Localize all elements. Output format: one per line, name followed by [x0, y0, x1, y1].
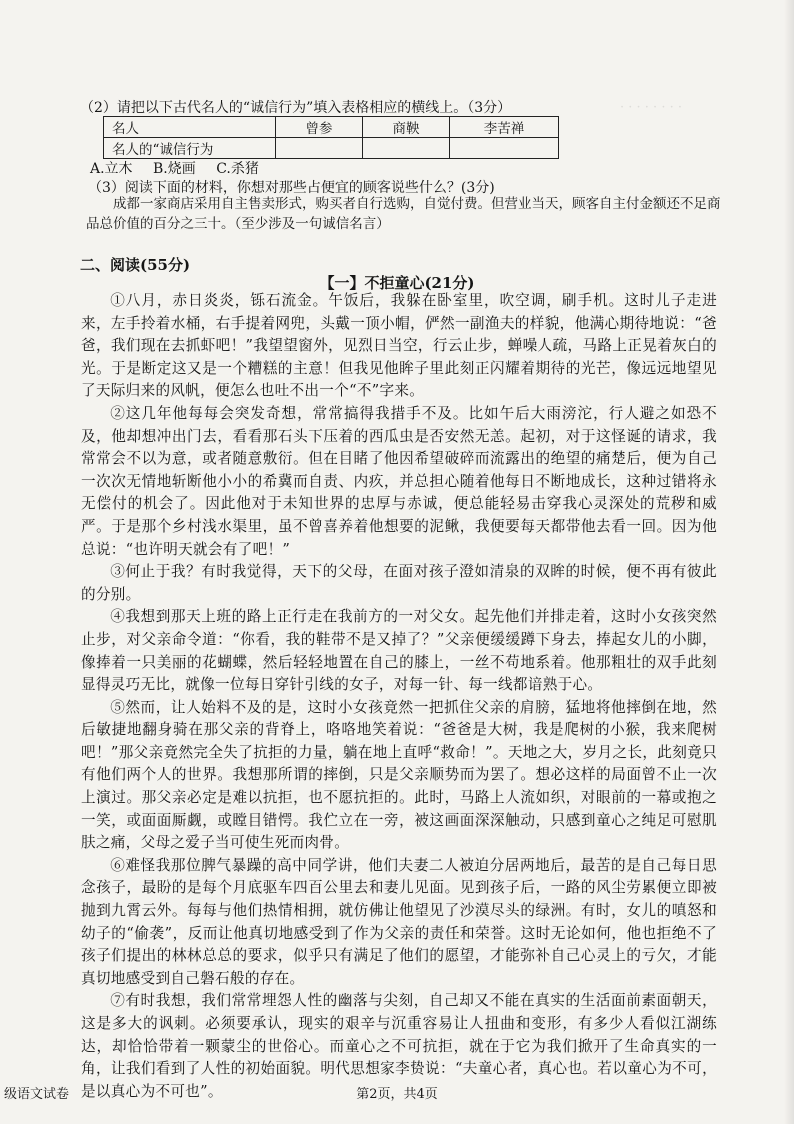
option-b: B.烧画: [153, 161, 196, 177]
footer-exam-name: 级语文试卷: [4, 1087, 70, 1102]
paragraph-3: ③何止于我？有时我觉得，天下的父母，在面对孩子澄如清泉的双眸的时候，便不再有彼此的分别。: [81, 563, 717, 603]
table-cell: 商鞅: [363, 117, 450, 138]
option-c: C.杀猪: [216, 161, 259, 177]
scan-shadow: [784, 0, 794, 1124]
answer-blank[interactable]: [450, 138, 559, 159]
bleed-through-text: · · · · · · · ·: [620, 100, 682, 115]
answer-blank[interactable]: [276, 138, 363, 159]
paragraph-6: ⑥难怪我那位脾气暴躁的高中同学讲，他们夫妻二人被迫分居两地后，最苦的是自己每日思念孩子，最盼的是每个月底驱车四百公里去和妻儿见面。见到孩子后，一路的风尘劳累便立即被抛到九霄云外。每每与他们热情相拥，就仿佛让他望见了沙漠尽头的绿洲。有时，女儿的嗔怒和幼子的“偷袭”，反而让他真切地感受到了作为父亲的责任和荣誉。这时无论如何，他也拒绝不了孩子们提出的林林总总的要求，似乎只有满足了他们的愿望，才能弥补自己心灵上的亏欠，才能真切地感受到自己磐石般的存在。: [81, 856, 717, 987]
paragraph-4: ④我想到那天上班的路上正行走在我前方的一对父女。起先他们并排走着，这时小女孩突然止步，对父亲命令道：“你看，我的鞋带不是又掉了？”父亲便缓缓蹲下身去，捧起女儿的小脚，像捧着一只美丽的花蝴蝶，然后轻轻地置在自己的膝上，一丝不苟地系着。他那粗壮的双手此刻显得灵巧无比，就像一位每日穿针引线的女子，对每一针、每一线都谙熟于心。: [81, 608, 717, 694]
table-cell: 名人: [104, 117, 276, 138]
question-3-prompt: （3）阅读下面的材料，你想对那些占便宜的顾客说些什么？(3分): [88, 180, 495, 196]
options-list: [90, 158, 273, 178]
answer-blank[interactable]: [363, 138, 450, 159]
table-row: [104, 117, 559, 138]
paragraph-7: ⑦有时我想，我们常常埋怨人性的幽落与尖刻，自己却又不能在真实的生活面前素面朝天，这是多大的讽刺。必须要承认，现实的艰辛与沉重容易让人扭曲和变形，有多少人看似江湖练达，却恰恰带着一颗蒙尘的世俗心。而童心之不可抗拒，就在于它为我们掀开了生命真实的一角，让我们看到了人性的初始面貌。明代思想家李贽说：“夫童心者，真心也。若以童心为不可，是以真心为不可也”。: [81, 992, 717, 1100]
passage-body: [81, 290, 717, 1103]
paragraph-1: ①八月，赤日炎炎，铄石流金。午饭后，我躲在卧室里，吹空调，刷手机。这时儿子走进来，左手拎着水桶，右手提着网兜，头戴一顶小帽，俨然一副渔夫的样貌，他满心期待地说：“爸爸，我们现在去抓虾吧！”我望望窗外，见烈日当空，行云止步，蝉噪人疏，马路上正晃着灰白的光。于是断定这又是一个糟糕的主意！但我见他眸子里此刻正闪耀着期待的光芒，像远远地望见了天际归来的风帆，便怎么也吐不出一个“不”字来。: [81, 292, 717, 400]
table-cell: 名人的“诚信行为: [104, 138, 276, 159]
paragraph-5: ⑤然而，让人始料不及的是，这时小女孩竟然一把抓住父亲的肩膀，猛地将他摔倒在地，然后敏捷地翻身骑在那父亲的背脊上，咯咯地笑着说：“爸爸是大树，我是爬树的小猴，我来爬树吧！”那父亲竟然完全失了抗拒的力量，躺在地上直呼“救命！”。天地之大，岁月之长，此刻竟只有他们两个人的世界。我想那所谓的摔倒，只是父亲顺势而为罢了。想必这样的局面曾不止一次上演过。那父亲必定是难以抗拒，也不愿抗拒的。此时，马路上人流如织，对眼前的一幕或抱之一笑，或面面厮觑，或瞠目错愕。我伫立在一旁，被这画面深深触动，只感到童心之纯足可慰肌肤之痛，父母之爱子当可使生死而肉骨。: [81, 698, 717, 852]
paragraph-2: ②这几年他每每会突发奇想，常常搞得我措手不及。比如午后大雨滂沱，行人避之如恐不及，他却想冲出门去，看看那石头下压着的西瓜虫是否安然无恙。起初，对于这怪诞的请求，我常常会不以为意，或者随意敷衍。但在目睹了他因希望破碎而流露出的绝望的痛楚后，便为自己一次次无情地斩断他小小的希冀而自责、内疚，并总担心随着他每日不断地成长，这种过错将永无偿付的机会了。因此他对于未知世界的忠厚与赤诚，便总能轻易击穿我心灵深处的荒秽和威严。于是那个乡村浅水渠里，虽不曾喜养着他想要的泥鳅，我便要每天都带他去看一回。因为他总说：“也许明天就会有了吧！”: [81, 404, 717, 558]
option-a: A.立木: [90, 161, 133, 177]
table-cell: 李苦禅: [450, 117, 559, 138]
celebrity-table: [103, 116, 559, 159]
question-3-material: 成都一家商店采用自主售卖形式，购买者自行选购，自觉付费。但营业当天，顾客自主付金额还不足商品总价值的百分之三十。（至少涉及一句诚信名言）: [86, 196, 721, 232]
footer-page-number: 第2页，共4页: [356, 1087, 438, 1102]
table-row: [104, 138, 559, 159]
section-heading: 二、阅读(55分): [80, 256, 191, 274]
passage-title: 【一】不拒童心(21分): [319, 274, 475, 292]
question-2-prompt: （2）请把以下古代名人的“诚信行为”填入表格相应的横线上。（3分）: [80, 100, 512, 116]
table-cell: 曾参: [276, 117, 363, 138]
